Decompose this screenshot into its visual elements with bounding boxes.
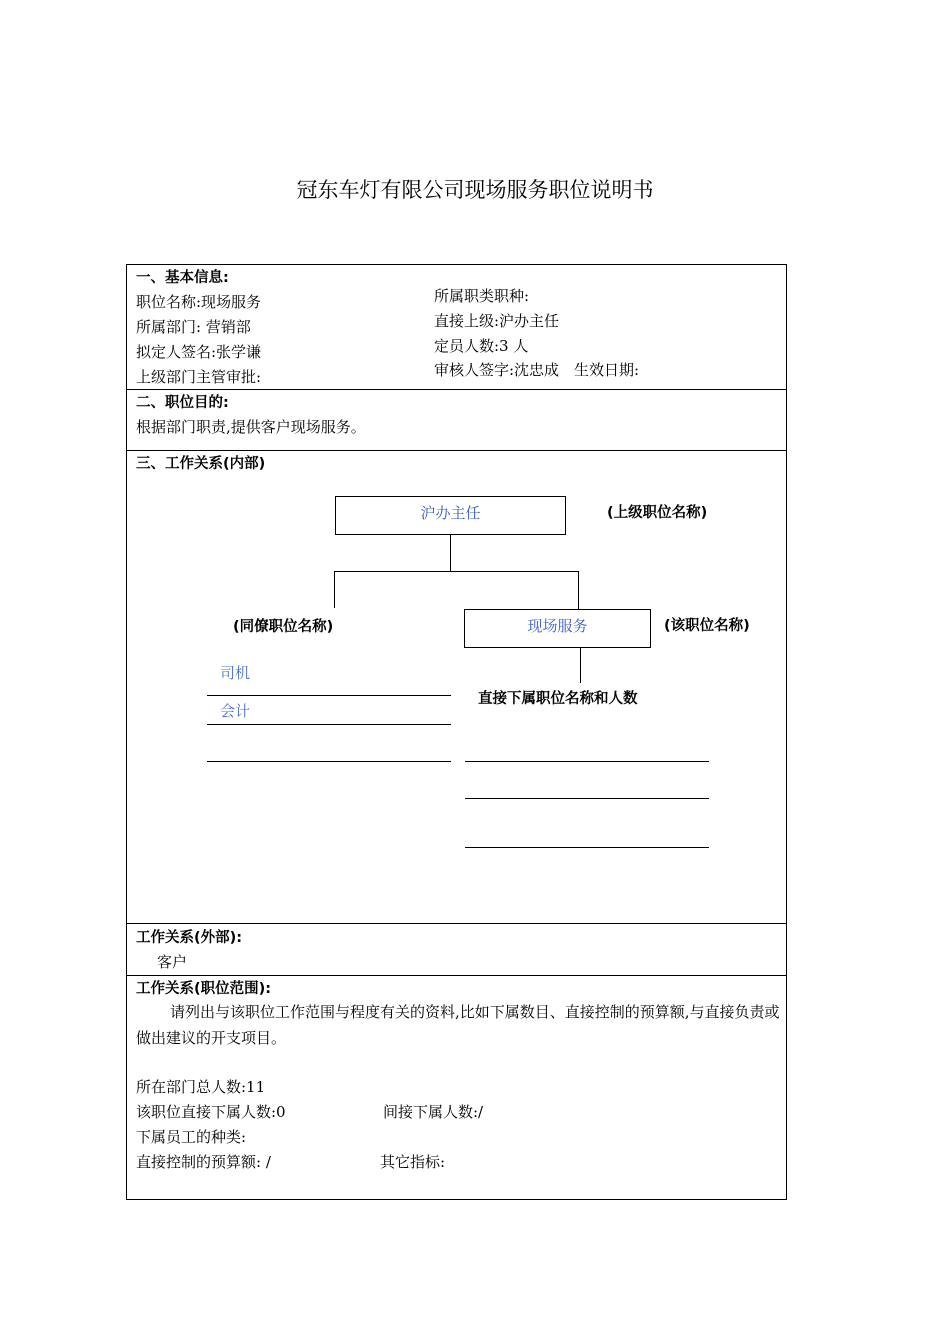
peer-line — [207, 695, 451, 696]
current-position-box: 现场服务 — [464, 609, 651, 648]
direct-superior: 直接上级:沪办主任 — [434, 312, 560, 330]
org-connector — [578, 571, 579, 609]
row-divider — [126, 389, 787, 390]
other-indicators: 其它指标: — [380, 1153, 446, 1171]
department: 所属部门: 营销部 — [136, 318, 251, 336]
current-position-label: (该职位名称) — [664, 618, 750, 634]
scope-heading: 工作关系(职位范围): — [136, 981, 272, 997]
org-connector — [580, 647, 581, 683]
internal-relations-heading: 三、工作关系(内部) — [136, 456, 266, 472]
page-title: 冠东车灯有限公司现场服务职位说明书 — [296, 178, 654, 202]
indirect-subordinates: 间接下属人数:/ — [383, 1103, 484, 1121]
subordinate-line — [465, 798, 709, 799]
subordinate-types: 下属员工的种类: — [136, 1128, 247, 1146]
position-name: 职位名称:现场服务 — [136, 293, 262, 311]
purpose-heading: 二、职位目的: — [136, 395, 229, 411]
drafter-signature: 拟定人签名:张学谦 — [136, 343, 262, 361]
peer-item: 会计 — [220, 702, 251, 720]
row-divider — [126, 975, 787, 976]
subordinates-label: 直接下属职位名称和人数 — [478, 691, 638, 707]
peer-line — [207, 761, 451, 762]
basic-info-heading: 一、基本信息: — [136, 270, 229, 286]
external-relations-text: 客户 — [157, 953, 188, 971]
supervisor-approval: 上级部门主管审批: — [136, 368, 262, 386]
row-divider — [126, 923, 787, 924]
peer-line — [207, 724, 451, 725]
reviewer-signature: 审核人签字:沈忠成 生效日期: — [434, 361, 640, 379]
org-connector — [334, 571, 335, 608]
superior-position-box: 沪办主任 — [335, 496, 566, 535]
peer-position-label: (同僚职位名称) — [233, 619, 334, 635]
superior-position-label: (上级职位名称) — [607, 505, 708, 521]
peer-item: 司机 — [220, 664, 251, 682]
subordinate-line — [465, 761, 709, 762]
external-relations-heading: 工作关系(外部): — [136, 930, 243, 946]
subordinate-line — [465, 847, 709, 848]
org-connector — [450, 534, 451, 571]
row-divider — [126, 450, 787, 451]
org-connector — [334, 571, 578, 572]
direct-subordinates: 该职位直接下属人数:0 — [136, 1103, 286, 1121]
budget: 直接控制的预算额: / — [136, 1153, 271, 1171]
scope-intro: 请列出与该职位工作范围与程度有关的资料,比如下属数目、直接控制的预算额,与直接负责或做出建议的开支项目。 — [136, 1003, 780, 1047]
job-category: 所属职类职种: — [434, 287, 530, 305]
department-total: 所在部门总人数:11 — [136, 1078, 266, 1096]
purpose-text: 根据部门职责,提供客户现场服务。 — [136, 418, 366, 436]
headcount: 定员人数:3 人 — [434, 337, 529, 355]
